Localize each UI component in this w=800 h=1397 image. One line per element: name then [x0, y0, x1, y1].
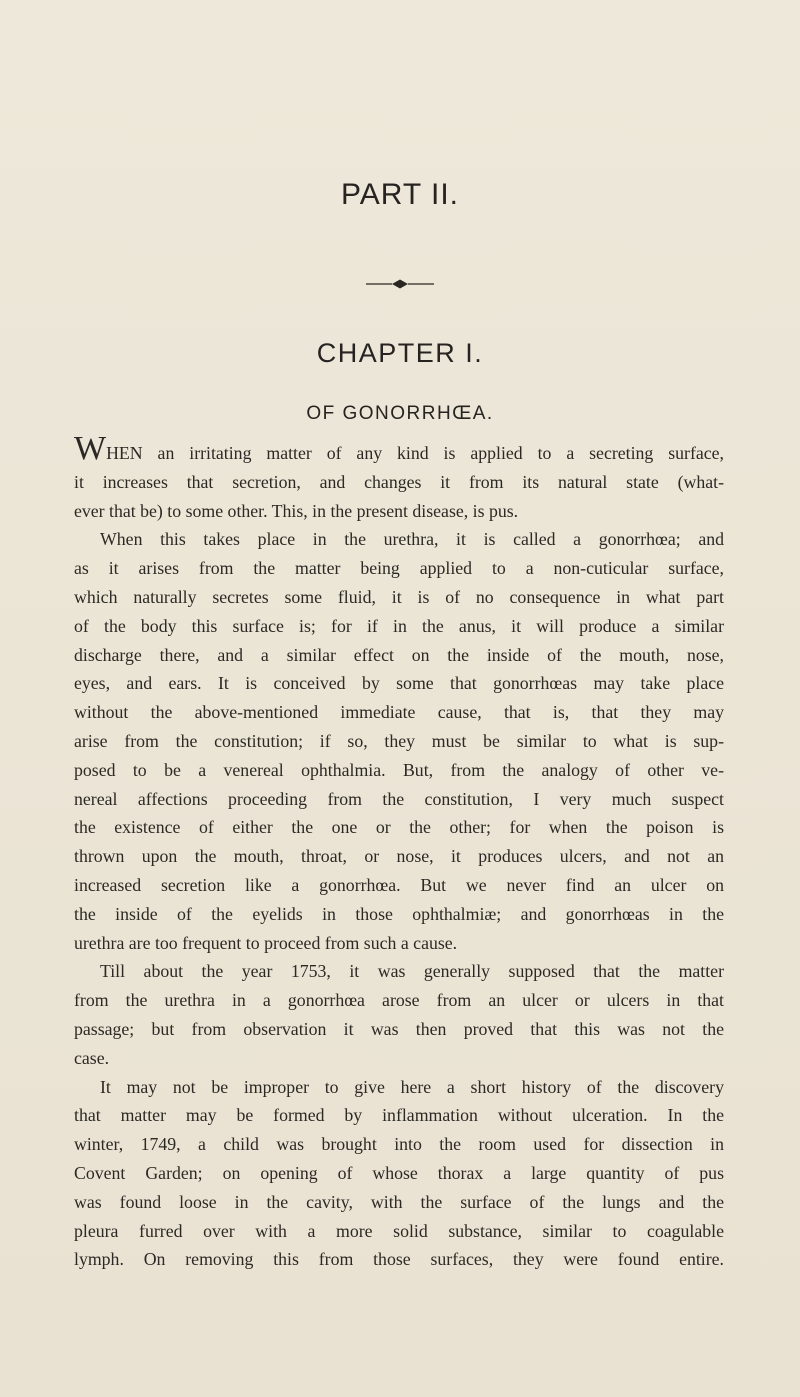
text-line [74, 986, 724, 1015]
text-line [74, 497, 724, 526]
text-line-content: passage; but from observation it was then proved that this was not the [74, 1018, 724, 1039]
text-line [74, 1015, 724, 1044]
text-line [74, 554, 724, 583]
text-line [74, 698, 724, 727]
part-title: PART II. [340, 178, 460, 211]
text-line [74, 1217, 724, 1246]
text-line-content: eyes, and ears. It is conceived by some that gonorrhœas may take place [74, 673, 724, 694]
text-line [74, 1245, 724, 1274]
body-text [74, 430, 724, 1274]
text-line [74, 468, 724, 497]
text-line-content: from the urethra in a gonorrhœa arose from an ulcer or ulcers in that [74, 990, 724, 1011]
text-line [74, 612, 724, 641]
text-line [74, 641, 724, 670]
text-line-content: nereal affections proceeding from the constitution, I very much suspect [74, 788, 724, 809]
text-line-content: arise from the constitution; if so, they must be similar to what is sup- [74, 730, 724, 751]
text-line-content: thrown upon the mouth, throat, or nose, it produces ulcers, and not an [74, 846, 724, 867]
drop-cap: W [74, 430, 107, 467]
text-line-content: winter, 1749, a child was brought into the room used for dissection in [74, 1134, 724, 1155]
text-line-content: HEN an irritating matter of any kind is applied to a secreting surface, [106, 443, 724, 463]
text-line-content: case. [74, 1047, 110, 1068]
text-line [74, 929, 724, 958]
text-line [74, 1044, 724, 1073]
text-line [74, 525, 724, 554]
text-line [74, 430, 724, 468]
text-line [74, 813, 724, 842]
text-line-content: Covent Garden; on opening of whose thorax a large quantity of pus [74, 1162, 724, 1183]
text-line [74, 957, 724, 986]
text-line-content: it increases that secretion, and changes it from its natural state (what- [74, 471, 724, 492]
text-line-content: Till about the year 1753, it was generally supposed that the matter [100, 961, 724, 982]
text-line [74, 1130, 724, 1159]
text-line [74, 583, 724, 612]
text-line [74, 1073, 724, 1102]
text-line-content: the existence of either the one or the other; for when the poison is [74, 817, 724, 838]
text-line [74, 756, 724, 785]
text-line-content: lymph. On removing this from those surfaces, they were found entire. [74, 1249, 724, 1270]
text-line [74, 842, 724, 871]
text-line [74, 785, 724, 814]
text-line-content: without the above-mentioned immediate cause, that is, that they may [74, 702, 724, 723]
text-line-content: pleura furred over with a more solid substance, similar to coagulable [74, 1220, 724, 1241]
text-line-content: increased secretion like a gonorrhœa. But we never find an ulcer on [74, 874, 724, 895]
text-line [74, 1188, 724, 1217]
text-line [74, 727, 724, 756]
text-line-content: which naturally secretes some fluid, it is of no consequence in what part [74, 586, 724, 607]
text-line-content: It may not be improper to give here a short history of the discovery [100, 1076, 724, 1097]
text-line-content: that matter may be formed by inflammation without ulceration. In the [74, 1105, 724, 1126]
text-line [74, 871, 724, 900]
text-line-content: urethra are too frequent to proceed from such a cause. [74, 932, 458, 953]
text-line-content: of the body this surface is; for if in the anus, it will produce a similar [74, 615, 724, 636]
diamond-rule-ornament [366, 278, 434, 290]
section-title: OF GONORRHŒA. [306, 403, 494, 424]
text-line-content: ever that be) to some other. This, in the present disease, is pus. [74, 500, 519, 521]
text-line [74, 669, 724, 698]
chapter-title: CHAPTER I. [316, 338, 484, 368]
text-line [74, 900, 724, 929]
text-line-content: as it arises from the matter being applied to a non-cuticular surface, [74, 558, 724, 579]
text-line [74, 1159, 724, 1188]
text-line [74, 1101, 724, 1130]
text-line-content: When this takes place in the urethra, it is called a gonorrhœa; and [100, 529, 724, 550]
text-line-content: posed to be a venereal ophthalmia. But, from the analogy of other ve- [74, 759, 724, 780]
text-line-content: discharge there, and a similar effect on the inside of the mouth, nose, [74, 644, 724, 665]
text-line-content: was found loose in the cavity, with the surface of the lungs and the [74, 1191, 724, 1212]
text-line-content: the inside of the eyelids in those ophthalmiæ; and gonorrhœas in the [74, 903, 724, 924]
